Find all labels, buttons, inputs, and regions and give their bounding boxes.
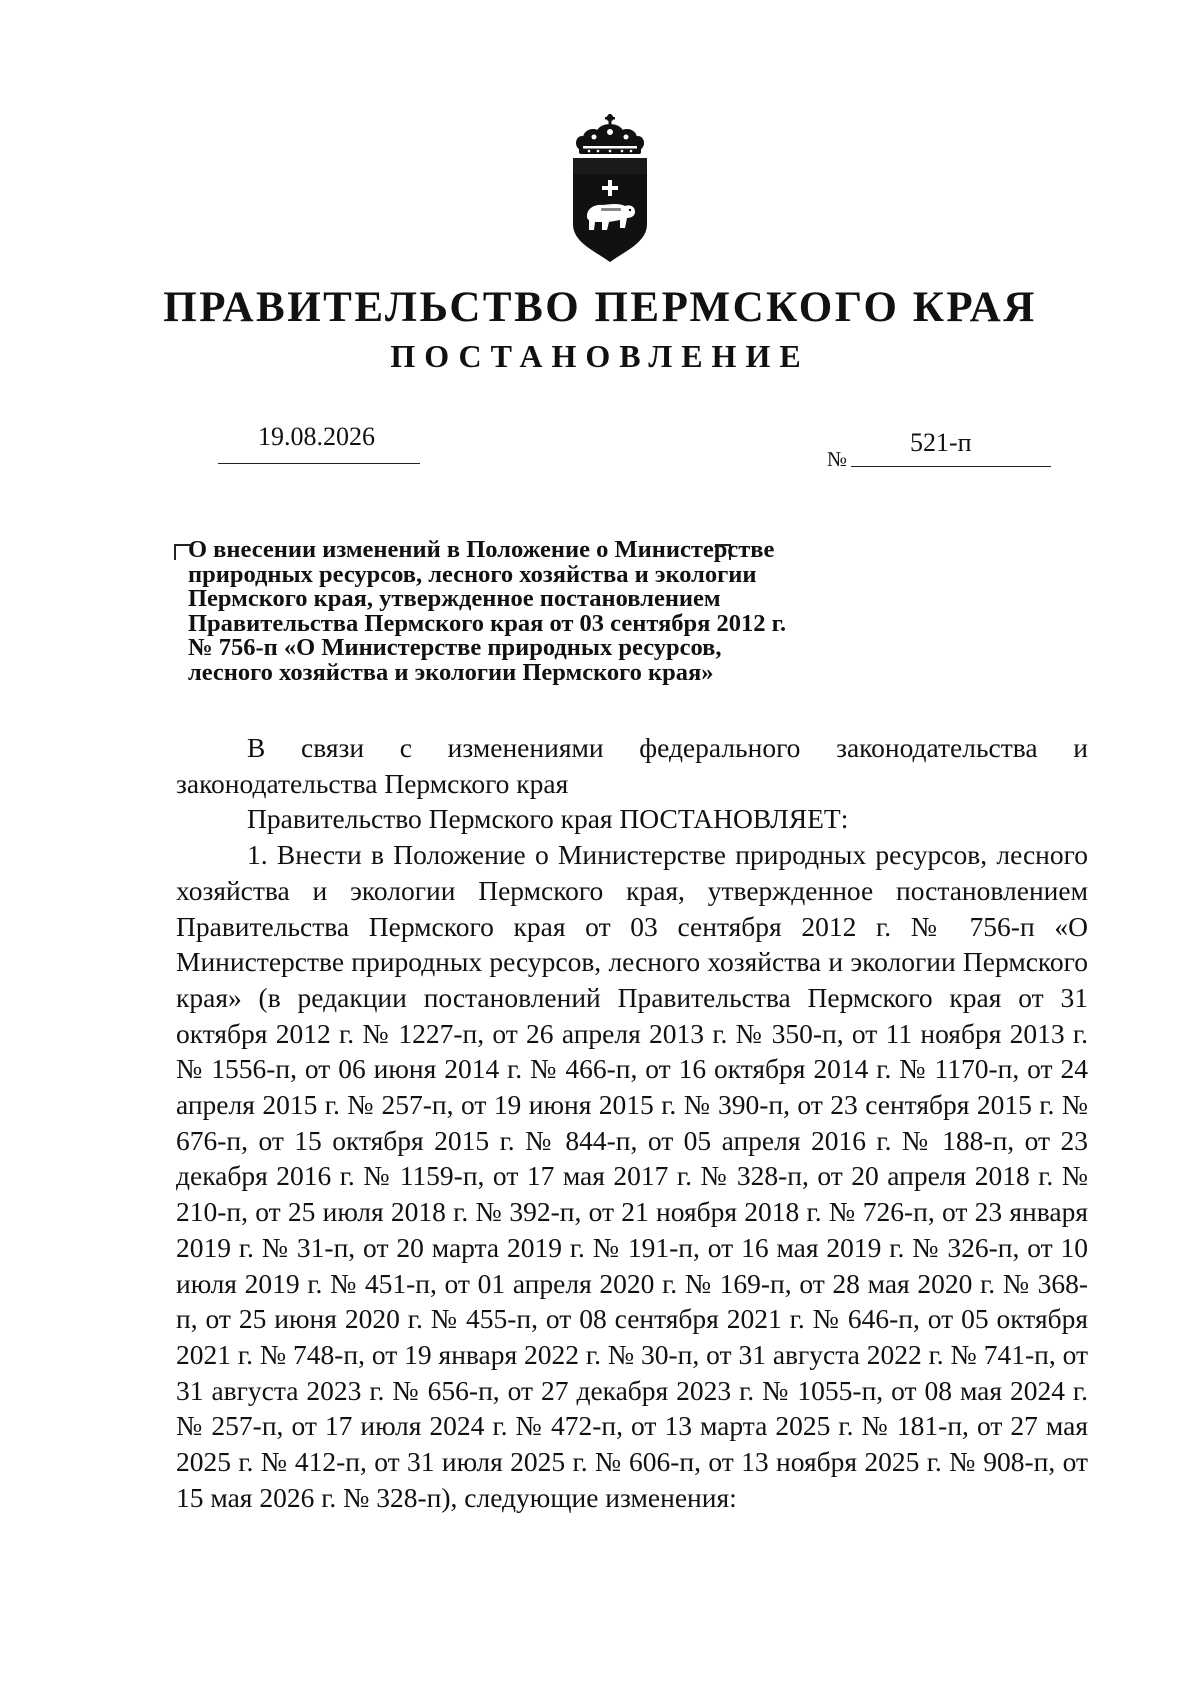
number-underline xyxy=(851,466,1051,467)
coat-of-arms-icon xyxy=(565,112,655,264)
document-body xyxy=(176,730,1088,1515)
document-type: ПОСТАНОВЛЕНИЕ xyxy=(390,338,810,374)
document-subject xyxy=(188,538,908,685)
document-number: 521-п xyxy=(910,428,972,457)
number-sign: № xyxy=(827,447,848,471)
body-paragraph: 1. Внести в Положение о Министерстве природных ресурсов, лесного хозяйства и экологии Пермского края, утвержденное постановлением Правительства Пермского края от 03 сентября 2012 г. № 756-п «О Министерстве природных ресурсов, лесного хозяйства и экологии Пермского края» (в редакции постановлений Правительства Пермского края от 31 октября 2012 г. № 1227-п, от 26 апреля 2013 г. № 350-п, от 11 ноября 2013 г. № 1556-п, от 06 июня 2014 г. № 466-п, от 16 октября 2014 г. № 1170-п, от 24 апреля 2015 г. № 257-п, от 19 июня 2015 г. № 390-п, от 23 сентября 2015 г. № 676-п, от 15 октября 2015 г. № 844-п, от 05 апреля 2016 г. № 188-п, от 23 декабря 2016 г. № 1159-п, от 17 мая 2017 г. № 328-п, от 20 апреля 2018 г. № 210-п, от 25 июля 2018 г. № 392-п, от 21 ноября 2018 г. № 726-п, от 23 января 2019 г. № 31-п, от 20 марта 2019 г. № 191-п, от 16 мая 2019 г. № 326-п, от 10 июля 2019 г. № 451-п, от 01 апреля 2020 г. № 169-п, от 28 мая 2020 г. № 368-п, от 25 июня 2020 г. № 455-п, от 08 сентября 2021 г. № 646-п, от 05 октября 2021 г. № 748-п, от 19 января 2022 г. № 30-п, от 31 августа 2022 г. № 741-п, от 31 августа 2023 г. № 656-п, от 27 декабря 2023 г. № 1055-п, от 08 мая 2024 г. № 257-п, от 17 июля 2024 г. № 472-п, от 13 марта 2025 г. № 181-п, от 27 мая 2025 г. № 412-п, от 31 июля 2025 г. № 606-п, от 13 ноября 2025 г. № 908-п, от 15 мая 2026 г. № 328-п), следующие изменения: xyxy=(176,839,1088,1513)
body-paragraph: Правительство Пермского края ПОСТАНОВЛЯЕТ: xyxy=(247,803,849,835)
subject-line: № 756-п «О Министерстве природных ресурсов, xyxy=(188,634,722,661)
subject-line: О внесении изменений в Положение о Министерстве xyxy=(188,536,775,563)
government-title: ПРАВИТЕЛЬСТВО ПЕРМСКОГО КРАЯ xyxy=(163,284,1037,331)
subject-line: Пермского края, утвержденное постановлением xyxy=(188,585,721,612)
subject-line: лесного хозяйства и экологии Пермского края» xyxy=(188,658,714,686)
date-underline xyxy=(218,463,420,464)
document-date: 19.08.2026 xyxy=(258,422,375,451)
subject-line: Правительства Пермского края от 03 сентября 2012 г. xyxy=(188,609,787,637)
subject-line: природных ресурсов, лесного хозяйства и экологии xyxy=(188,560,757,588)
body-paragraph: В связи с изменениями федерального законодательства и законодательства Пермского края xyxy=(176,732,1088,799)
